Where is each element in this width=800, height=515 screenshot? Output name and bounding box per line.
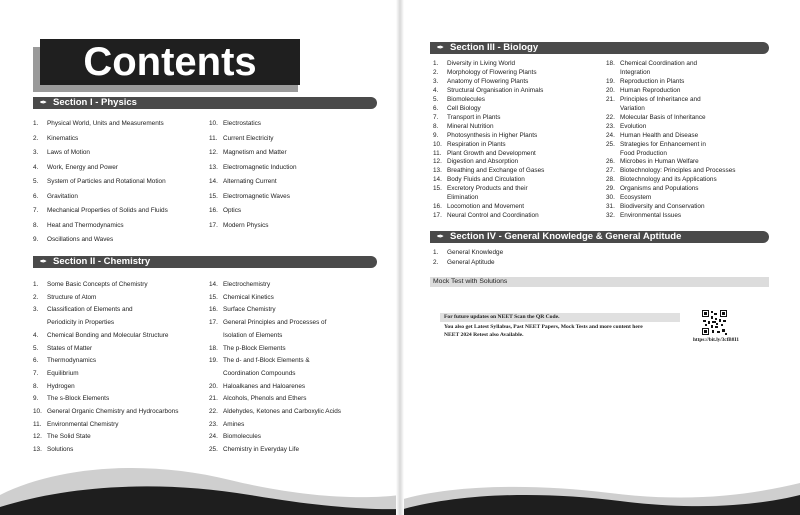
- toc-entry-title: Reproduction in Plants: [620, 77, 685, 85]
- toc-entry-number: 15.: [433, 185, 442, 193]
- toc-entry-number: 10.: [33, 408, 42, 415]
- toc-entry-title: Electromagnetic Induction: [223, 163, 297, 171]
- toc-entry-title: Plant Growth and Development: [447, 149, 536, 157]
- toc-entry-number: 14.: [209, 281, 218, 288]
- toc-entry-title: Chemistry in Everyday Life: [223, 446, 300, 454]
- pen-icon: ✒: [437, 232, 444, 241]
- update-line-2: You also get Latest Syllabus, Past NEET Papers, Mock Tests and more content here: [444, 324, 643, 330]
- toc-entry-title: Isolation of Elements: [223, 331, 283, 339]
- page-title: Contents: [83, 40, 257, 84]
- toc-entry-number: 11.: [33, 420, 42, 428]
- toc-entry-title: Surface Chemistry: [223, 306, 276, 314]
- toc-entry-number: 3.: [433, 77, 439, 85]
- toc-entry-title: Optics: [223, 207, 242, 214]
- toc-entry-number: 18.: [606, 60, 615, 67]
- toc-entry-title: Gravitation: [47, 192, 78, 200]
- toc-entry-number: 13.: [209, 163, 218, 171]
- toc-entry-number: 8.: [33, 221, 39, 229]
- toc-entry-title: Respiration in Plants: [447, 140, 506, 148]
- toc-entry-number: 20.: [606, 86, 615, 94]
- toc-entry-title: Amines: [223, 420, 245, 428]
- toc-entry-number: 16.: [209, 306, 218, 314]
- section-physics-title: Section I - Physics: [53, 97, 137, 108]
- pen-icon: ✒: [40, 257, 47, 266]
- toc-entry-number: 17.: [433, 212, 442, 220]
- toc-entry-title: Food Production: [620, 149, 667, 157]
- toc-entry-title: Photosynthesis in Higher Plants: [447, 131, 538, 139]
- toc-entry-number: 6.: [33, 357, 39, 365]
- toc-entry-number: 29.: [606, 185, 615, 193]
- mock-test-banner: Mock Test with Solutions: [430, 277, 769, 287]
- toc-entry-title: Chemical Bonding and Molecular Structure: [47, 331, 169, 339]
- toc-entry-number: 25.: [606, 140, 615, 148]
- toc-entry-title: Human Reproduction: [620, 86, 681, 94]
- section-gk-title: Section IV - General Knowledge & General Aptitude: [450, 231, 682, 242]
- toc-entry-number: 1.: [433, 60, 439, 67]
- toc-entry-number: 18.: [209, 344, 218, 352]
- toc-entry-title: The p-Block Elements: [223, 344, 286, 352]
- toc-entry-title: Mineral Nutrition: [447, 122, 494, 130]
- toc-entry-number: 9.: [33, 236, 39, 243]
- toc-entry-number: 5.: [33, 178, 39, 185]
- toc-entry-title: Variation: [620, 104, 645, 112]
- toc-entry-number: 9.: [33, 395, 39, 403]
- toc-entry-title: Mechanical Properties of Solids and Fluids: [47, 207, 168, 214]
- toc-entry-number: 3.: [33, 306, 39, 314]
- toc-entry-title: Human Health and Disease: [620, 131, 699, 139]
- toc-entry-number: 12.: [433, 158, 442, 166]
- toc-entry-title: Oscillations and Waves: [47, 236, 114, 243]
- toc-entry-number: 22.: [606, 113, 615, 121]
- toc-entry-title: Diversity in Living World: [447, 60, 516, 67]
- pen-icon: ✒: [437, 43, 444, 52]
- toc-entry-number: 10.: [433, 140, 442, 148]
- toc-entry-number: 28.: [606, 176, 615, 184]
- toc-entry-number: 3.: [33, 149, 39, 156]
- toc-entry-title: General Principles and Processes of: [223, 319, 327, 327]
- toc-entry-title: System of Particles and Rotational Motion: [47, 178, 166, 185]
- toc-entry-title: General Knowledge: [447, 249, 504, 256]
- toc-entry-number: 8.: [433, 122, 439, 130]
- bottom-wave-right: [400, 455, 800, 515]
- toc-entry-number: 15.: [209, 192, 218, 200]
- toc-entry-number: 10.: [209, 120, 218, 127]
- toc-entry-title: Kinematics: [47, 134, 79, 142]
- toc-entry-title: Molecular Basis of Inheritance: [620, 113, 706, 121]
- toc-entry-title: Equilibrium: [47, 369, 79, 377]
- toc-entry-number: 19.: [606, 77, 615, 85]
- toc-entry-number: 17.: [209, 319, 218, 327]
- toc-entry-title: Neural Control and Coordination: [447, 212, 539, 220]
- toc-entry-number: 2.: [33, 134, 39, 142]
- toc-entry-title: Environmental Chemistry: [47, 420, 119, 428]
- toc-entry-title: Electromagnetic Waves: [223, 192, 290, 200]
- toc-entry-number: 11.: [433, 149, 442, 157]
- section-physics-heading: [33, 97, 377, 109]
- toc-entry-number: 23.: [209, 420, 218, 428]
- toc-entry-number: 14.: [209, 178, 218, 185]
- toc-entry-number: 6.: [433, 104, 439, 112]
- toc-entry-number: 17.: [209, 221, 218, 229]
- qr-code-icon[interactable]: [702, 310, 727, 335]
- bottom-wave-left: [0, 455, 400, 515]
- section-chemistry-heading: [33, 256, 377, 268]
- toc-entry-number: 15.: [209, 293, 218, 301]
- toc-entry-title: Transport in Plants: [447, 113, 501, 121]
- toc-entry-title: Laws of Motion: [47, 149, 90, 156]
- toc-entry-number: 19.: [209, 357, 218, 365]
- toc-entry-number: 14.: [433, 176, 442, 184]
- toc-entry-title: Magnetism and Matter: [223, 149, 287, 156]
- toc-entry-number: 30.: [606, 194, 615, 202]
- toc-entry-number: 21.: [209, 395, 218, 403]
- toc-entry-title: Solutions: [47, 446, 74, 454]
- toc-entry-title: Hydrogen: [47, 382, 75, 390]
- toc-entry-title: Aldehydes, Ketones and Carboxylic Acids: [223, 408, 341, 415]
- toc-entry-title: Heat and Thermodynamics: [47, 221, 124, 229]
- toc-entry-number: 2.: [433, 258, 439, 266]
- toc-entry-title: Chemical Kinetics: [223, 293, 274, 301]
- toc-entry-number: 12.: [33, 433, 42, 441]
- toc-entry-title: Chemical Coordination and: [620, 60, 698, 67]
- toc-entry-number: 23.: [606, 122, 615, 130]
- toc-entry-number: 1.: [33, 120, 39, 127]
- toc-entry-title: Principles of Inheritance and: [620, 95, 701, 103]
- toc-entry-title: Thermodynamics: [47, 357, 97, 365]
- toc-entry-title: Biomolecules: [223, 433, 262, 441]
- toc-entry-number: 24.: [209, 433, 218, 441]
- toc-entry-title: Anatomy of Flowering Plants: [447, 77, 529, 85]
- toc-entry-number: 13.: [33, 446, 42, 454]
- toc-entry-number: 1.: [433, 249, 439, 256]
- toc-entry-number: 31.: [606, 203, 615, 211]
- toc-entry-title: Biotechnology: Principles and Processes: [620, 167, 736, 175]
- toc-entry-title: Structural Organisation in Animals: [447, 86, 544, 94]
- toc-entry-number: 2.: [33, 293, 39, 301]
- toc-entry-title: Some Basic Concepts of Chemistry: [47, 281, 148, 288]
- toc-entry-title: Biotechnology and its Applications: [620, 176, 717, 184]
- toc-entry-number: 20.: [209, 382, 218, 390]
- toc-entry-number: 25.: [209, 446, 218, 454]
- toc-entry-number: 5.: [33, 344, 39, 352]
- toc-entry-title: General Organic Chemistry and Hydrocarbons: [47, 408, 179, 415]
- toc-entry-title: The d- and f-Block Elements &: [223, 357, 310, 365]
- toc-entry-number: 16.: [209, 207, 218, 214]
- toc-entry-number: 7.: [433, 113, 439, 121]
- toc-entry-title: General Aptitude: [447, 258, 495, 266]
- toc-entry-title: Evolution: [620, 122, 647, 130]
- toc-entry-title: Excretory Products and their: [447, 185, 528, 193]
- toc-entry-title: Alcohols, Phenols and Ethers: [223, 395, 307, 403]
- toc-entry-number: 22.: [209, 408, 218, 415]
- toc-entry-title: Classification of Elements and: [47, 306, 133, 314]
- pen-icon: ✒: [40, 98, 47, 107]
- toc-entry-title: States of Matter: [47, 344, 93, 352]
- book-gutter: [396, 0, 404, 515]
- toc-entry-title: Physical World, Units and Measurements: [47, 120, 164, 127]
- toc-entry-number: 16.: [433, 203, 442, 211]
- toc-entry-title: Biodiversity and Conservation: [620, 203, 705, 211]
- toc-entry-title: Alternating Current: [223, 178, 277, 185]
- toc-entry-title: Current Electricity: [223, 134, 274, 142]
- toc-entry-number: 8.: [33, 382, 39, 390]
- toc-entry-title: Environmental Issues: [620, 212, 682, 220]
- toc-entry-number: 13.: [433, 167, 442, 175]
- toc-entry-title: Integration: [620, 68, 651, 76]
- toc-entry-title: The s-Block Elements: [47, 395, 110, 403]
- toc-entry-title: Body Fluids and Circulation: [447, 176, 525, 184]
- toc-entry-title: Digestion and Absorption: [447, 158, 519, 166]
- toc-entry-number: 32.: [606, 212, 615, 220]
- toc-entry-title: Ecosystem: [620, 194, 652, 202]
- toc-entry-number: 9.: [433, 131, 439, 139]
- toc-entry-number: 1.: [33, 281, 39, 288]
- toc-entry-number: 27.: [606, 167, 615, 175]
- toc-entry-number: 7.: [33, 207, 39, 214]
- section-gk-heading: [430, 231, 769, 243]
- toc-entry-title: Haloalkanes and Haloarenes: [223, 382, 306, 390]
- toc-entry-title: Modern Physics: [223, 221, 269, 229]
- toc-entry-title: Work, Energy and Power: [47, 163, 118, 171]
- toc-entry-number: 4.: [433, 86, 439, 94]
- toc-entry-title: Cell Biology: [447, 104, 481, 112]
- toc-entry-number: 2.: [433, 68, 439, 76]
- toc-entry-title: Locomotion and Movement: [447, 203, 525, 211]
- toc-entry-number: 5.: [433, 95, 439, 103]
- toc-entry-number: 21.: [606, 95, 615, 103]
- toc-entry-title: The Solid State: [47, 433, 91, 441]
- toc-entry-number: 24.: [606, 131, 615, 139]
- toc-entry-title: Electrostatics: [223, 120, 262, 127]
- toc-entry-title: Microbes in Human Welfare: [620, 158, 699, 166]
- toc-entry-title: Biomolecules: [447, 95, 486, 103]
- toc-entry-title: Elimination: [447, 194, 479, 202]
- toc-entry-number: 4.: [33, 331, 39, 339]
- toc-entry-number: 4.: [33, 163, 39, 171]
- toc-entry-title: Structure of Atom: [47, 293, 97, 301]
- toc-entry-title: Organisms and Populations: [620, 185, 699, 193]
- toc-entry-title: Periodicity in Properties: [47, 319, 115, 327]
- toc-entry-title: Morphology of Flowering Plants: [447, 68, 537, 76]
- toc-entry-number: 12.: [209, 149, 218, 156]
- update-line-3: NEET 2024 Retest also Available.: [444, 332, 524, 338]
- toc-entry-title: Coordination Compounds: [223, 369, 296, 377]
- toc-entry-number: 6.: [33, 192, 39, 200]
- toc-entry-title: Electrochemistry: [223, 281, 271, 288]
- toc-entry-number: 7.: [33, 369, 39, 377]
- section-chemistry-title: Section II - Chemistry: [53, 256, 151, 267]
- toc-entry-number: 11.: [209, 134, 218, 142]
- update-line-1: For future updates on NEET Scan the QR Code.: [444, 314, 560, 320]
- toc-entry-title: Strategies for Enhancement in: [620, 140, 706, 148]
- toc-entry-title: Breathing and Exchange of Gases: [447, 167, 545, 175]
- qr-url[interactable]: https://bit.ly/3cfB8I1: [693, 337, 739, 343]
- toc-entry-number: 26.: [606, 158, 615, 166]
- section-biology-title: Section III - Biology: [450, 42, 539, 53]
- section-biology-heading: [430, 42, 769, 54]
